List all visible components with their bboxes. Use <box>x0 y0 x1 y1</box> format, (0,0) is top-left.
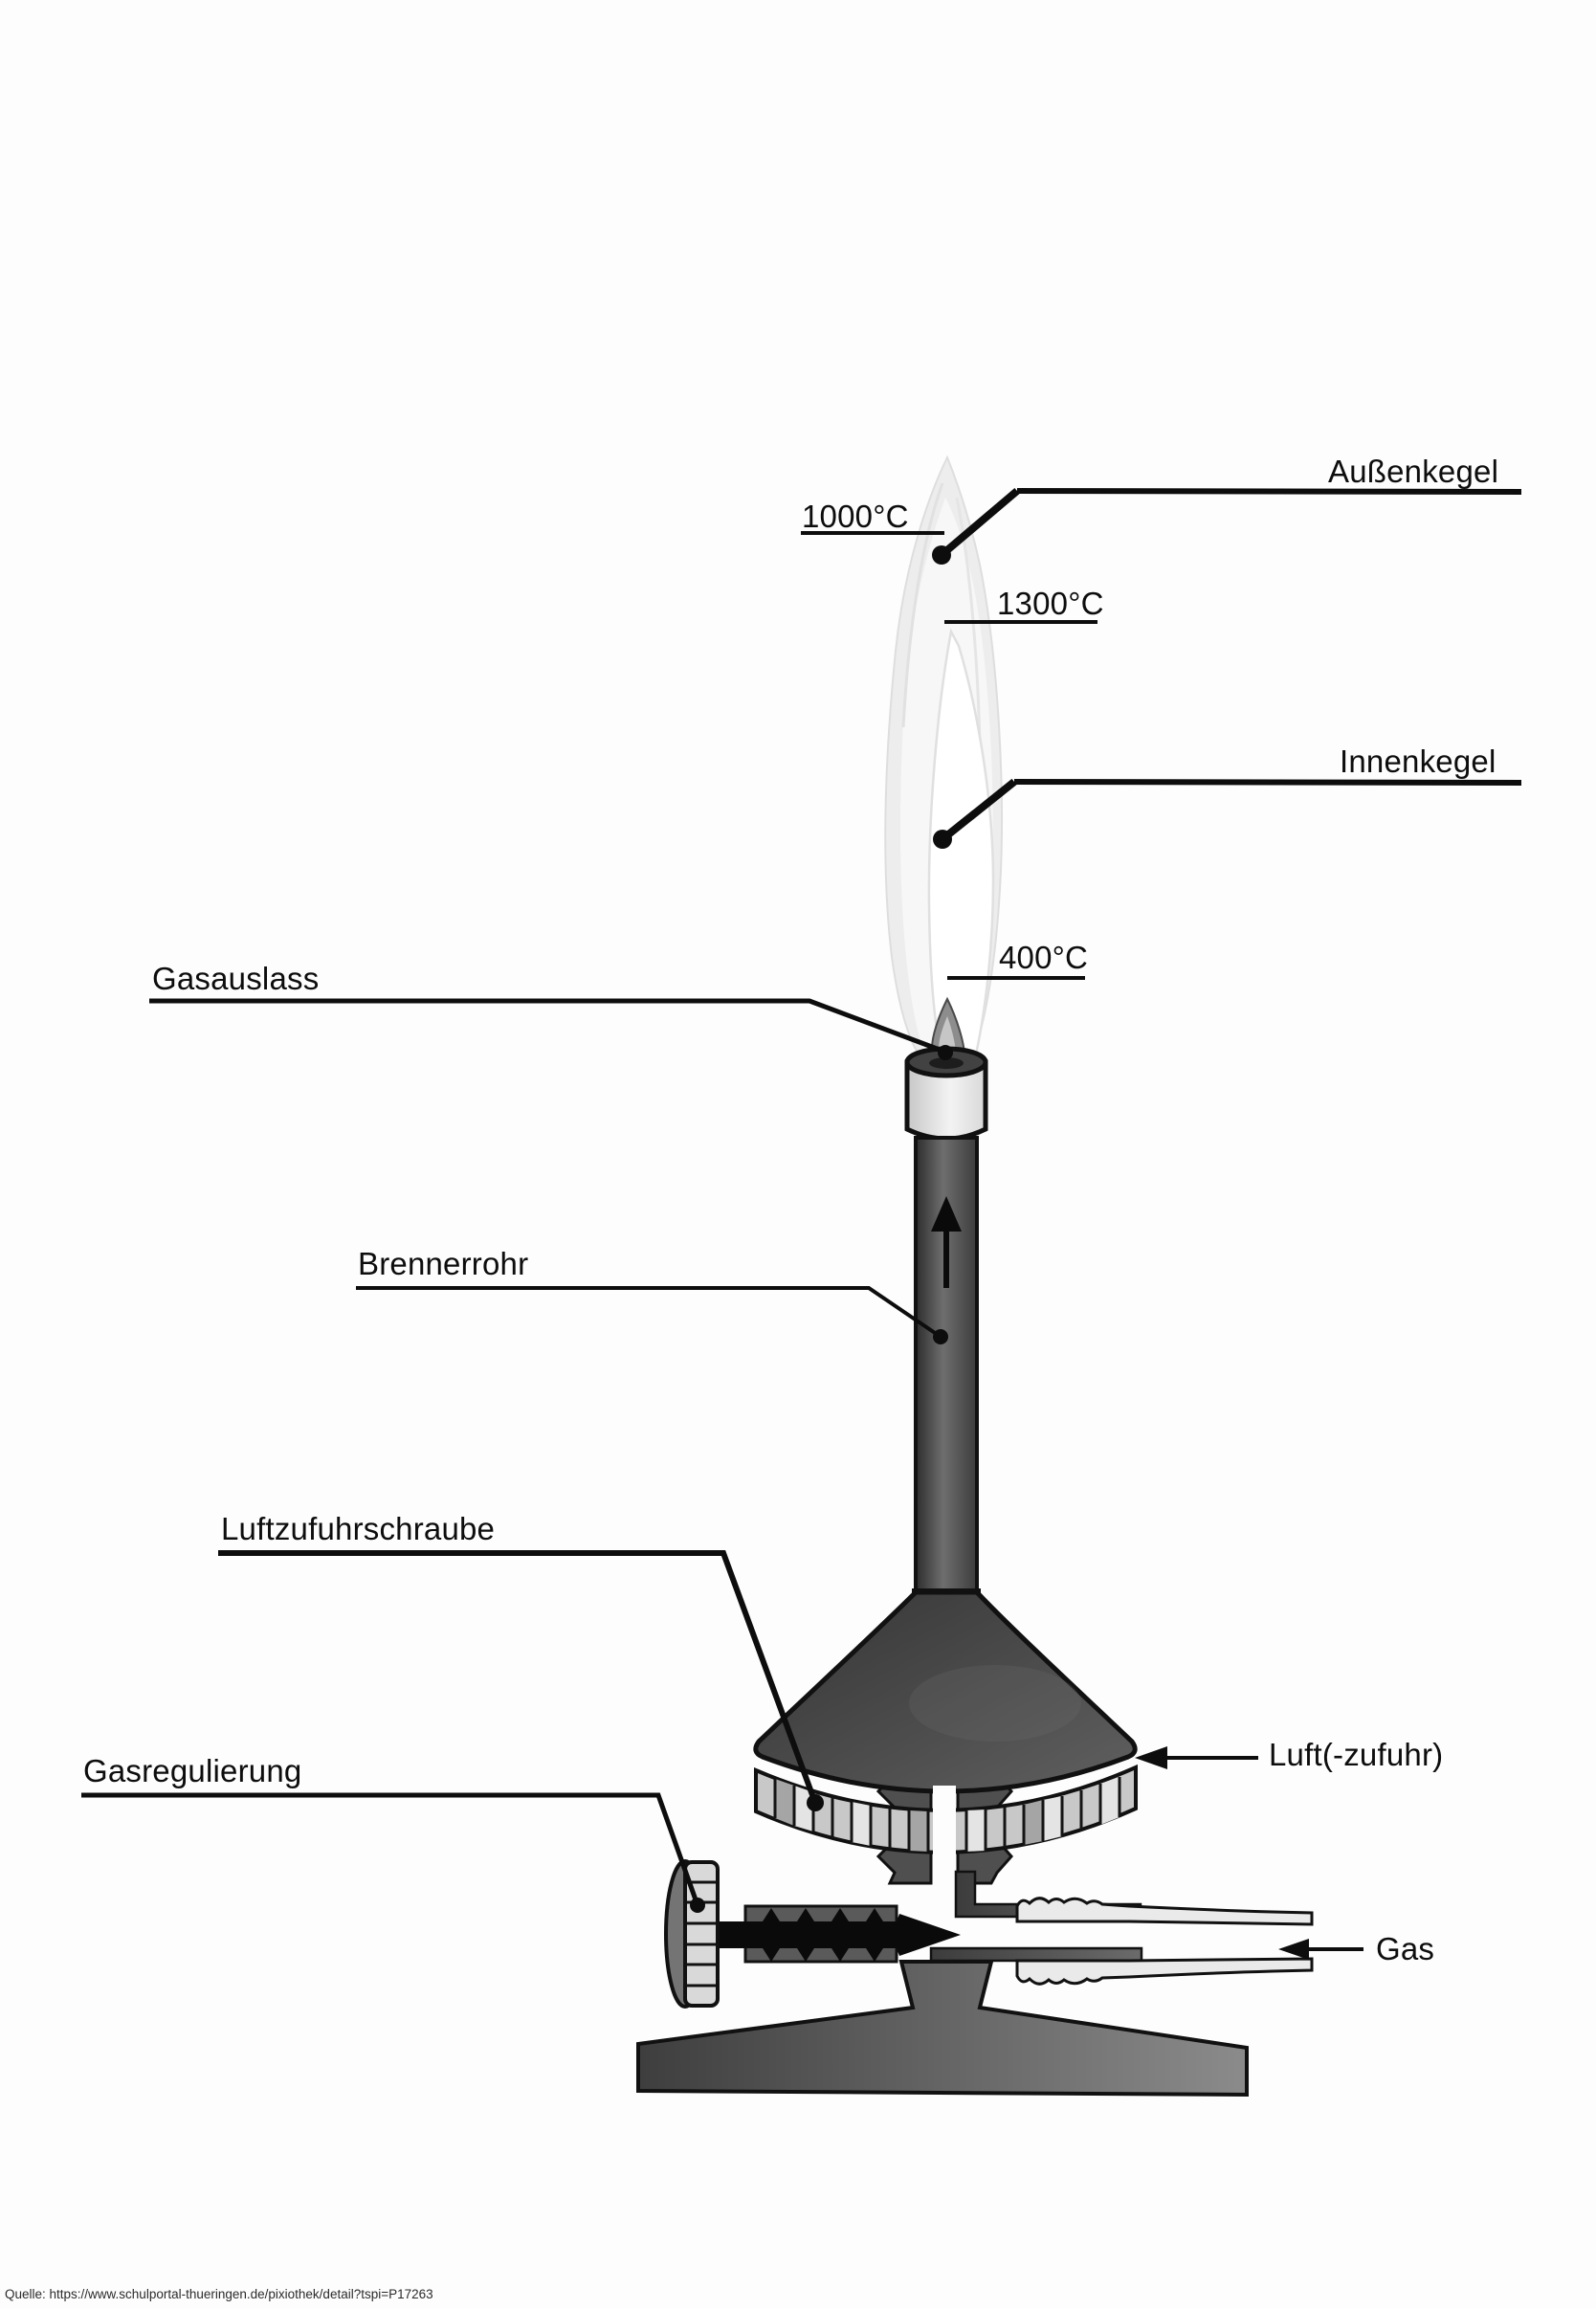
label-gas: Gas <box>1376 1931 1435 1966</box>
label-400c: 400°C <box>999 940 1089 975</box>
gas-pipe-lower-wall <box>931 1948 1142 1961</box>
leader-gasregulierung-dot <box>690 1898 705 1913</box>
leader-gasregulierung <box>81 1795 698 1905</box>
leader-innenkegel-h <box>1014 782 1521 783</box>
burner-base <box>638 1962 1247 2095</box>
leader-luftzufuhrschraube-dot <box>807 1794 824 1811</box>
source-attribution: Quelle: https://www.schulportal-thueringen.de/pixiothek/detail?tspi=P17263 <box>5 2287 433 2301</box>
leader-gasauslass-dot <box>938 1045 953 1060</box>
label-gasauslass: Gasauslass <box>152 961 320 996</box>
gas-nipple-lower <box>1017 1959 1312 1984</box>
luft-arrow-head <box>1135 1746 1167 1769</box>
label-1000c: 1000°C <box>802 499 909 534</box>
gas-arrow-head <box>1278 1939 1309 1960</box>
leader-aussenkegel-dot <box>932 545 951 565</box>
leader-gasauslass <box>149 1001 947 1053</box>
gas-channel <box>933 1786 956 1920</box>
gas-nipple-upper <box>1017 1898 1312 1924</box>
label-aussenkegel: Außenkegel <box>1328 454 1499 489</box>
label-luftzufuhrschraube: Luftzufuhrschraube <box>221 1511 496 1546</box>
label-1300c: 1300°C <box>997 586 1104 621</box>
burner-body <box>638 1049 1312 2095</box>
cone-sheen <box>909 1665 1081 1742</box>
label-gasregulierung: Gasregulierung <box>83 1753 302 1788</box>
leader-innenkegel-dot <box>933 830 952 849</box>
label-innenkegel: Innenkegel <box>1340 744 1496 779</box>
leader-brennerrohr <box>356 1288 941 1337</box>
label-luft-zufuhr: Luft(-zufuhr) <box>1269 1737 1444 1772</box>
leader-brennerrohr-dot <box>933 1329 948 1344</box>
label-brennerrohr: Brennerrohr <box>358 1246 529 1281</box>
leader-luftzufuhrschraube <box>218 1553 815 1803</box>
leader-aussenkegel-h <box>1017 491 1521 492</box>
